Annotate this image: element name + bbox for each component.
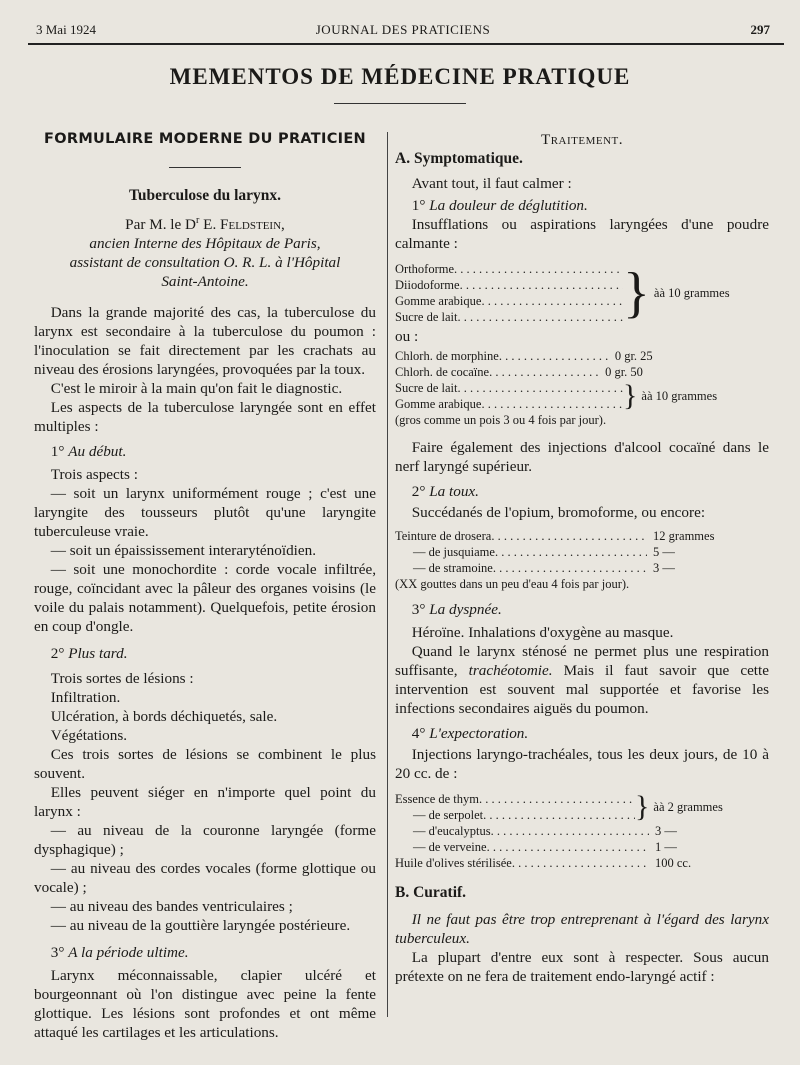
location-item: — au niveau de la gouttière laryngée postérieure. (50, 917, 351, 935)
formula-row: Essence de thym . . . (395, 791, 635, 807)
formula-row: — de verveine . . . 1 — (395, 839, 725, 855)
diagnosis-paragraph: C'est le miroir à la main qu'on fait le diagnostic. (50, 380, 343, 398)
formula-row: Gomme arabique . . . (395, 293, 623, 309)
point-2-heading: 2° La toux. (411, 483, 479, 500)
point-3-heading: 3° La dyspnée. (411, 601, 502, 618)
formula-dose: àà 10 grammes (653, 286, 730, 300)
point-3-paragraph: Quand le larynx sténosé ne permet plus une respiration suffisante, trachéotomie. Mais il faut savoir que cette intervention est souvent mal supportée et favorise les infections secondaires aiguës du poumon. (395, 643, 769, 717)
lesion-item: Ulcération, à bords déchiquetés, sale. (50, 708, 278, 726)
formula-2 (395, 348, 769, 428)
issue-date: 3 Mai 1924 (36, 22, 96, 37)
point-1-text: Insufflations ou aspirations laryngées d'une poudre calmante : (395, 216, 769, 252)
section-b-title: B. Curatif. (395, 884, 467, 901)
page-number: 297 (750, 22, 770, 37)
credential-3: Saint-Antoine. (161, 273, 249, 291)
formula-row: — de serpolet . . . (395, 807, 635, 823)
formula-1 (395, 261, 769, 325)
credential-2: assistant de consultation O. R. L. à l'Hôpital (69, 254, 341, 272)
section-1-item: — soit un larynx uniformément rouge ; c'est une laryngite des tousseurs plutôt qu'une laryngite tuberculeuse vraie. (34, 485, 376, 541)
column-divider (387, 132, 388, 1017)
rubric-title: FORMULAIRE MODERNE DU PRATICIEN (44, 131, 366, 147)
aspects-paragraph: Les aspects de la tuberculose laryngée sont en effet multiples : (34, 399, 376, 436)
brace: } (635, 790, 650, 823)
point-4-heading: 4° L'expectoration. (411, 725, 529, 742)
formula-note: (gros comme un pois 3 ou 4 fois par jour). (395, 413, 607, 427)
article-title: Tuberculose du larynx. (128, 187, 282, 204)
left-column (34, 130, 376, 1042)
section-3-text: Larynx méconnaissable, clapier ulcéré et bourgeonnant où l'on distingue avec peine la fente glottique. Les lésions sont profondes et ont même attaqué les cartilages et les articulations. (34, 967, 376, 1042)
journal-name: JOURNAL DES PRATICIENS (315, 22, 491, 37)
formula-row: — de stramoine . . . 3 — (395, 560, 745, 576)
location-item: — au niveau des cordes vocales (forme glottique ou vocale) ; (34, 860, 376, 897)
formula-dose: àà 10 grammes (641, 389, 718, 403)
section-b-italic: Il ne faut pas être trop entreprenant à l'égard des larynx tuberculeux. (395, 911, 769, 947)
formula-row: Sucre de lait . . . (395, 380, 623, 396)
formula-row: Orthoforme . . . (395, 261, 623, 277)
right-column (395, 130, 769, 986)
running-header (36, 22, 770, 40)
point-2-text: Succédanés de l'opium, bromoforme, ou encore: (411, 504, 706, 521)
location-item: — au niveau de la couronne laryngée (forme dysphagique) ; (34, 822, 376, 859)
combine-paragraph: Ces trois sortes de lésions se combinent le plus souvent. (34, 746, 376, 783)
main-title: MEMENTOS DE MÉDECINE PRATIQUE (169, 64, 631, 89)
formula-row: Chlorh. de morphine . . . 0 gr. 25 (395, 348, 715, 364)
credential-1: ancien Interne des Hôpitaux de Paris, (89, 235, 321, 253)
intro-paragraph: Dans la grande majorité des cas, la tuberculose du larynx est secondaire à la tuberculose du poumon : l'inoculation se fait directement par les crachats au niveau des érosions laryngées, provoquées par la toux. (34, 304, 376, 379)
title-rule (334, 103, 466, 104)
sieger-paragraph: Elles peuvent siéger en n'importe quel point du larynx : (34, 784, 376, 821)
lesion-item: Infiltration. (50, 689, 121, 707)
treatment-heading: Traitement. (540, 131, 624, 148)
header-rule (28, 43, 784, 45)
formula-row: Sucre de lait . . . (395, 309, 623, 325)
formula-note: (XX gouttes dans un peu d'eau 4 fois par jour). (395, 577, 630, 591)
formula-row: Gomme arabique . . . (395, 396, 623, 412)
point-1-heading: 1° La douleur de déglutition. (411, 197, 588, 214)
formula-row: — d'eucalyptus . . . 3 — (395, 823, 725, 839)
section-1-item: — soit une monochordite : corde vocale infiltrée, rouge, coïncidant avec la pâleur des organes voisins (le voile du palais notamment). Quelquefois, petite érosion en coup d'ongle. (34, 561, 376, 636)
calmer-line: Avant tout, il faut calmer : (411, 175, 572, 192)
formula-3 (395, 528, 769, 592)
section-1-lead: Trois aspects : (50, 466, 138, 484)
formula-row: Chlorh. de cocaïne . . . 0 gr. 50 (395, 364, 715, 380)
rubric-rule (169, 167, 241, 168)
author-line: Par M. le $D^r$ E. Feldstein, (125, 215, 285, 234)
formula-4 (395, 791, 769, 871)
section-2-lead: Trois sortes de lésions : (50, 670, 194, 688)
formula-dose: àà 2 grammes (653, 800, 723, 814)
section-b-text: La plupart d'entre eux sont à respecter. Sous aucun prétexte on ne fera de traitement endo-laryngé actif : (395, 949, 769, 985)
or-line: ou : (395, 328, 419, 345)
formula-row: Huile d'olives stérilisée . . . 100 cc. (395, 855, 725, 871)
section-1-heading: 1° Au début. (50, 443, 127, 461)
alcool-paragraph: Faire également des injections d'alcool cocaïné dans le nerf laryngé supérieur. (395, 439, 769, 475)
section-2-heading: 2° Plus tard. (50, 645, 128, 663)
location-item: — au niveau des bandes ventriculaires ; (50, 898, 293, 916)
section-3-heading: 3° A la période ultime. (50, 944, 189, 962)
lesion-item: Végétations. (50, 727, 128, 745)
brace: } (623, 262, 650, 324)
section-1-item: — soit un épaississement interaryténoïdien. (50, 542, 317, 560)
formula-row: Diiodoforme . . . (395, 277, 623, 293)
formula-row: Teinture de drosera . . . 12 grammes (395, 528, 745, 544)
formula-row: — de jusquiame . . . 5 — (395, 544, 745, 560)
brace: } (623, 379, 638, 412)
point-3-text: Héroïne. Inhalations d'oxygène au masque. (411, 624, 674, 641)
section-a-title: A. Symptomatique. (395, 150, 523, 167)
point-4-text: Injections laryngo-trachéales, tous les deux jours, de 10 à 20 cc. de : (395, 746, 769, 782)
